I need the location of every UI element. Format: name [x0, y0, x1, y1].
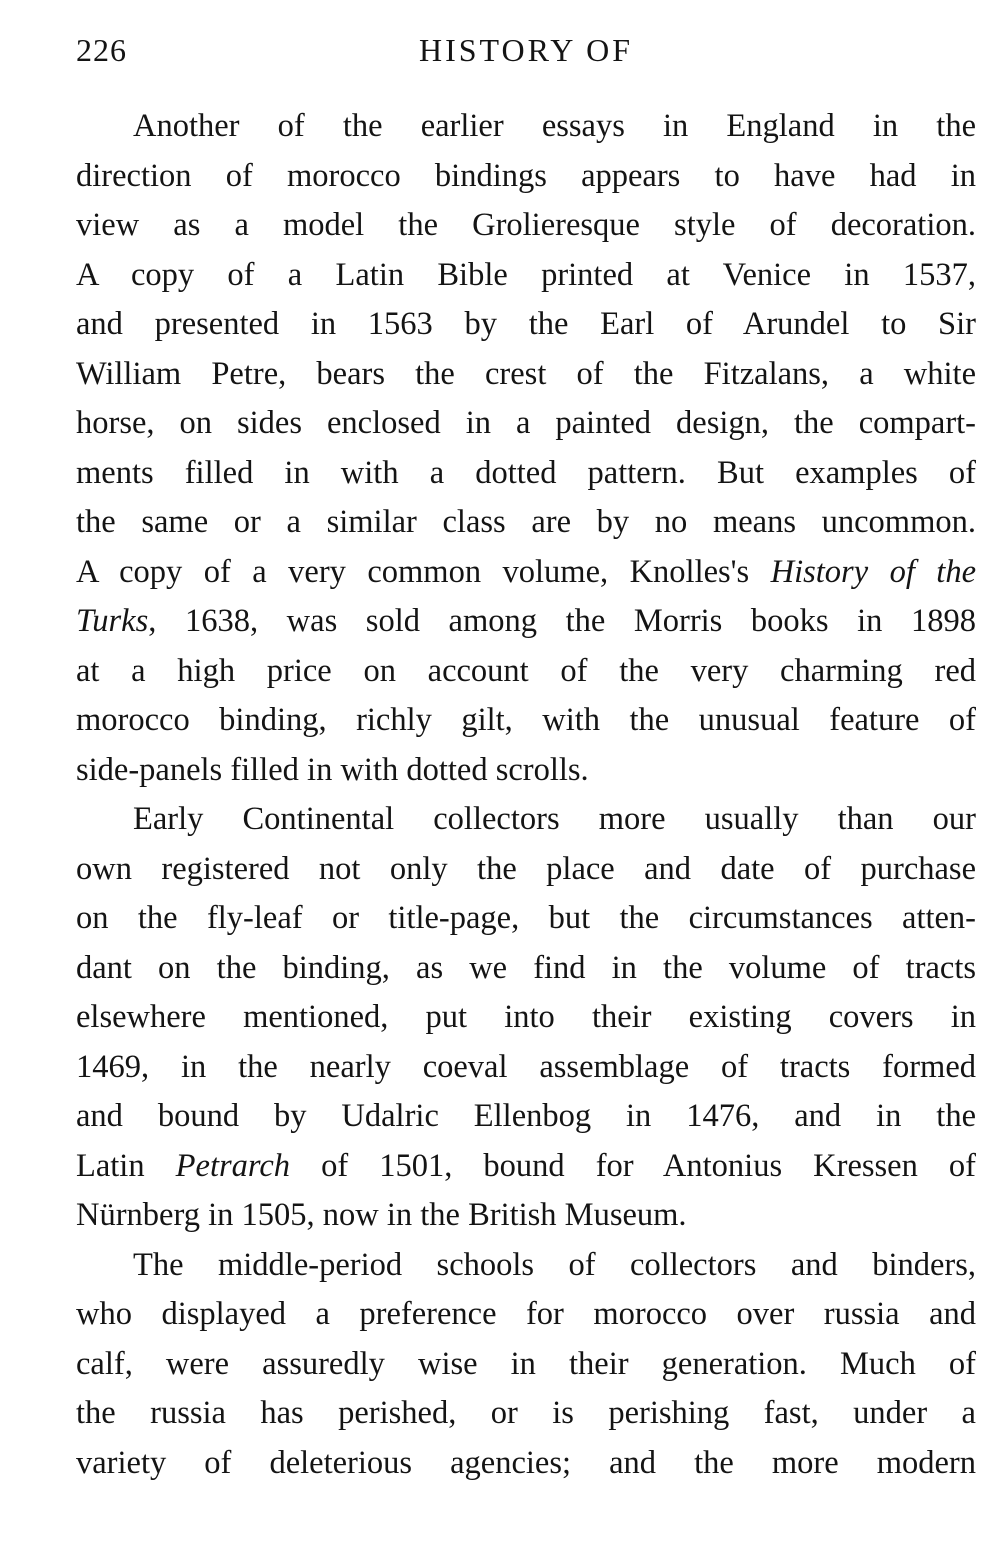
- text-line: elsewhere mentioned, put into their existing covers in: [76, 999, 976, 1035]
- text-line: Another of the earlier essays in England in the: [133, 108, 976, 144]
- text-line: Latin Petrarch of 1501, bound for Antonius Kressen of: [76, 1147, 976, 1184]
- text-line: and presented in 1563 by the Earl of Arundel to Sir: [76, 306, 976, 342]
- text-line: own registered not only the place and date of purchase: [76, 850, 976, 887]
- running-title: HISTORY OF: [418, 32, 634, 68]
- text-line: side-panels filled in with dotted scrolls.: [76, 751, 589, 788]
- paragraph: [76, 102, 976, 795]
- text-line: at a high price on account of the very charming red: [76, 652, 976, 689]
- text-line: view as a model the Grolieresque style of decoration.: [76, 207, 976, 243]
- text-line: variety of deleterious agencies; and the more modern: [76, 1444, 976, 1481]
- text-line: A copy of a Latin Bible printed at Venice in 1537,: [76, 256, 976, 293]
- text-line: morocco binding, richly gilt, with the unusual feature of: [76, 702, 976, 738]
- text-line: William Petre, bears the crest of the Fitzalans, a white: [76, 355, 976, 392]
- text-line: The middle-period schools of collectors and binders,: [133, 1246, 976, 1283]
- text-line: Turks, 1638, was sold among the Morris books in 1898: [76, 603, 976, 639]
- text-line: who displayed a preference for morocco over russia and: [76, 1296, 976, 1332]
- text-line: and bound by Udalric Ellenbog in 1476, and in the: [76, 1098, 976, 1134]
- body-text: [76, 102, 976, 1488]
- paragraph: [76, 1241, 976, 1489]
- text-line: on the fly-leaf or title-page, but the circumstances atten-: [76, 900, 976, 936]
- italic-title: Petrarch: [175, 1147, 290, 1184]
- text-line: the russia has perished, or is perishing fast, under a: [76, 1395, 976, 1431]
- text-line: Early Continental collectors more usually than our: [133, 801, 976, 837]
- running-head: [76, 28, 976, 84]
- text-line: calf, were assuredly wise in their generation. Much of: [76, 1345, 976, 1382]
- page-number: 226: [76, 32, 127, 68]
- text-line: A copy of a very common volume, Knolles's History of the: [76, 553, 977, 590]
- text-line: ments filled in with a dotted pattern. But examples of: [76, 454, 976, 491]
- italic-title: Turks: [76, 603, 149, 639]
- text-line: 1469, in the nearly coeval assemblage of tracts formed: [76, 1048, 976, 1085]
- text-line: dant on the binding, as we find in the volume of tracts: [76, 949, 976, 986]
- italic-title: History of the: [770, 553, 977, 590]
- text-line: horse, on sides enclosed in a painted design, the compart-: [76, 405, 976, 441]
- text-line: the same or a similar class are by no means uncommon.: [76, 504, 976, 540]
- book-page: [76, 28, 976, 1488]
- text-line: Nürnberg in 1505, now in the British Museum.: [76, 1197, 687, 1233]
- text-line: direction of morocco bindings appears to have had in: [76, 157, 976, 194]
- paragraph: [76, 795, 976, 1241]
